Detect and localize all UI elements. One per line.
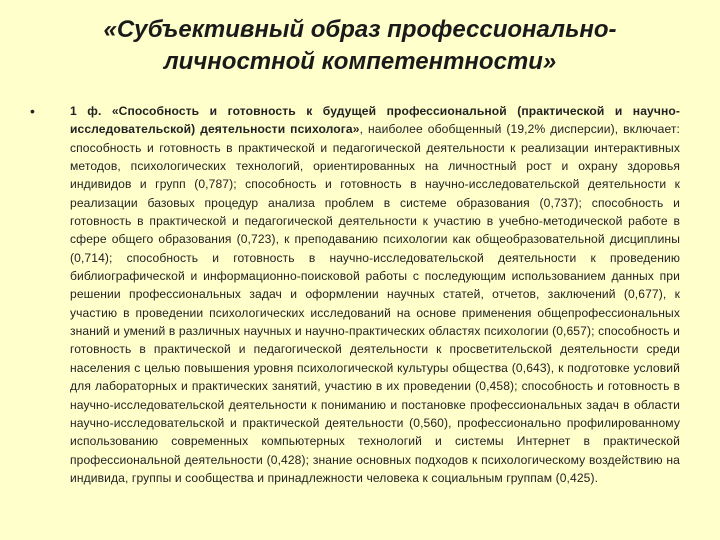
bullet-item xyxy=(30,102,680,487)
bullet-list xyxy=(30,102,680,487)
bullet-marker: • xyxy=(30,103,35,119)
bullet-body: , наиболее обобщенный (19,2% дисперсии), включает: способность и готовность в практической и педагогической деятельности к реализации интерактивных методов, психологических технологий, ориентированных на личностный рост и охрану здоровья индивидов и групп (0,787); способность и готовность в научно-исследовательской деятельности к реализации базовых процедур анализа проблем в системе образования (0,737); способность и готовность в практической и педагогической деятельности к участию в учебно-методической работе в сфере общего образования (0,723), к преподаванию психологии как общеобразовательной дисциплины (0,714); способность и готовность в научно-исследовательской деятельности к проведению библиографической и информационно-поисковой работы с последующим использованием данных при решении профессиональных задач и оформлении научных статей, отчетов, заключений (0,677), к участию в проведении психологических исследований на основе применения общепрофессиональных знаний и умений в различных научных и научно-практических областях психологии (0,657); способность и готовность в практической и педагогической деятельности к просветительской деятельности среди населения с целью повышения уровня психологической культуры общества (0,643), к подготовке условий для лабораторных и практических занятий, участию в их проведении (0,458); способность и готовность в научно-исследовательской деятельности к пониманию и постановке профессиональных задач в области научно-исследовательской и практической деятельности (0,560), профессионально профилированному использованию современных компьютерных технологий и системы Интернет в практической профессиональной деятельности (0,428); знание основных подходов к психологическому воздействию на индивида, группы и сообщества и принадлежности человека к социальным группам (0,425). xyxy=(70,122,680,485)
slide-title: «Субъективный образ профессионально-личностной компетентности» xyxy=(103,16,617,75)
bullet-lead-bold: 1 ф. «Способность и готовность к будущей профессиональной (практической и научно-исследовательской) деятельности психолога» xyxy=(70,104,680,137)
bullet-text xyxy=(70,102,680,487)
